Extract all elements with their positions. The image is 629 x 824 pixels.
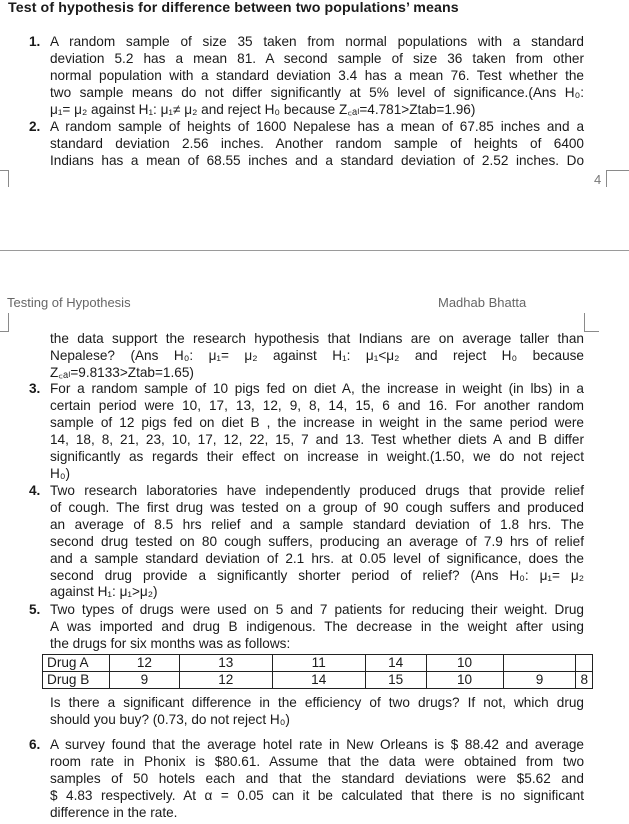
page-number: 4 [594, 172, 602, 187]
text-line: deviation 5.2 has a mean 81. A second sample of size 36 taken from other [50, 50, 584, 66]
text-line: Z꜀ₐₗ=9.8133>Ztab=1.65) [50, 364, 194, 380]
page-one [0, 0, 629, 250]
text-line: Indians has a mean of 68.55 inches and a standard deviation of 2.52 inches. Do [50, 152, 584, 168]
text-line: two sample means do not differ significantly at 5% level of significance.(Ans H₀: [50, 84, 584, 100]
text-line: the drugs for six months was as follows: [50, 635, 291, 651]
table-cell: 10 [426, 672, 503, 689]
text-line: should you buy? (0.73, do not reject H₀) [50, 711, 290, 727]
table-cell: 11 [272, 655, 365, 672]
text-line: Nepalese? (Ans H₀: μ₁= μ₂ against H₁: μ₁<μ₂ and reject H₀ because [50, 347, 584, 363]
text-line: an average of 8.5 hrs relief and a sample standard deviation of 1.8 hrs. The [50, 516, 584, 532]
text-line: Two types of drugs were used on 5 and 7 patients for reducing their weight. Drug [50, 602, 584, 617]
section-heading: Test of hypothesis for difference between two populations’ means [8, 0, 459, 16]
running-header-author: Madhab Bhatta [438, 295, 527, 310]
question-2 [29, 119, 584, 170]
text-line: Two research laboratories have independently produced drugs that provide relief [50, 483, 584, 498]
table-row-drug-a [43, 655, 593, 672]
question-number: 5. [29, 602, 41, 617]
text-line: of cough. The first drug was tested on a group of 90 cough suffers and produced [50, 499, 584, 515]
crop-mark [0, 313, 9, 332]
table-cell: 12 [179, 672, 272, 689]
text-line: significantly as regards their effect on increase in weight.(1.50, we do not reject [50, 448, 584, 464]
question-3 [29, 381, 584, 482]
text-line: difference in the rate. [50, 804, 178, 820]
text-line: $ 4.83 respectively. At α = 0.05 can it be calculated that there is no significant [50, 787, 584, 803]
question-number: 6. [29, 737, 41, 752]
table-cell: 13 [179, 655, 272, 672]
table-cell [503, 655, 576, 672]
text-line: samples of 50 hotels each and that the standard deviations were $5.62 and [50, 770, 584, 786]
text-line: A random sample of size 35 taken from normal populations with a standard [50, 34, 584, 49]
text-line: against H₁: μ₁>μ₂) [50, 584, 158, 600]
text-line: Is there a significant difference in the efficiency of two drugs? If not, which drug [50, 695, 584, 710]
table-cell: 14 [365, 655, 426, 672]
crop-mark [584, 313, 599, 332]
running-header-title: Testing of Hypothesis [7, 295, 131, 310]
question-number: 4. [29, 483, 41, 498]
text-line: room rate in Phonix is $80.61. Assume that the data were obtained from two [50, 753, 584, 769]
question-number: 1. [29, 34, 41, 49]
table-cell: 9 [109, 672, 179, 689]
question-5 [29, 602, 584, 653]
table-cell: Drug A [43, 655, 110, 672]
drug-weight-table [42, 654, 593, 689]
text-line: standard deviation 2.56 inches. Another random sample of heights of 6400 [50, 135, 584, 151]
text-line: and a sample standard deviation of 2.1 hrs. at 0.05 level of significance, does the [50, 550, 584, 566]
text-line: A was imported and drug B indigenous. The decrease in the weight after using [50, 618, 584, 634]
text-line: certain period were 10, 17, 13, 12, 9, 8, 14, 15, 6 and 16. For another random [50, 397, 584, 413]
page-two [0, 289, 629, 824]
text-line: A survey found that the average hotel rate in New Orleans is $ 88.42 and average [50, 737, 584, 752]
table-cell: Drug B [43, 672, 110, 689]
text-line: H₀) [50, 465, 70, 481]
question-number: 3. [29, 381, 41, 396]
page-divider [0, 250, 629, 289]
text-line: For a random sample of 10 pigs fed on diet A, the increase in weight (in lbs) in a [50, 381, 584, 396]
table-cell: 9 [503, 672, 576, 689]
question-5-followup [50, 695, 584, 729]
text-line: A random sample of heights of 1600 Nepalese has a mean of 67.85 inches and a [50, 119, 584, 134]
text-line: sample of 12 pigs fed on diet B , the increase in weight in the same period were [50, 414, 584, 430]
table-cell [576, 655, 593, 672]
table-cell: 14 [272, 672, 365, 689]
text-line: second drug tested on 80 cough suffers, producing an average of 7.9 hrs of relief [50, 533, 584, 549]
text-line: the data support the research hypothesis that Indians are on average taller than [50, 331, 584, 346]
table-cell: 12 [109, 655, 179, 672]
text-line: normal population with a standard deviation 3.4 has a mean 76. Test whether the [50, 67, 584, 83]
crop-mark [0, 170, 9, 187]
table-cell: 15 [365, 672, 426, 689]
question-1 [29, 34, 584, 119]
text-line: second drug provide a significantly shorter period of relief? (Ans H₀: μ₁= μ₂ [50, 567, 584, 583]
table-cell: 8 [576, 672, 593, 689]
question-number: 2. [29, 119, 41, 134]
crop-mark [606, 170, 629, 187]
question-6 [29, 737, 584, 822]
table-cell: 10 [426, 655, 503, 672]
table-row-drug-b [43, 672, 593, 689]
question-4 [29, 483, 584, 601]
text-line: 14, 18, 8, 21, 23, 10, 17, 12, 22, 15, 7 and 13. Test whether diets A and B differ [50, 431, 584, 447]
text-line: μ₁= μ₂ against H₁: μ₁≠ μ₂ and reject H₀ because Z꜀ₐₗ=4.781>Ztab=1.96) [50, 101, 476, 117]
question-2-continued [50, 331, 584, 382]
